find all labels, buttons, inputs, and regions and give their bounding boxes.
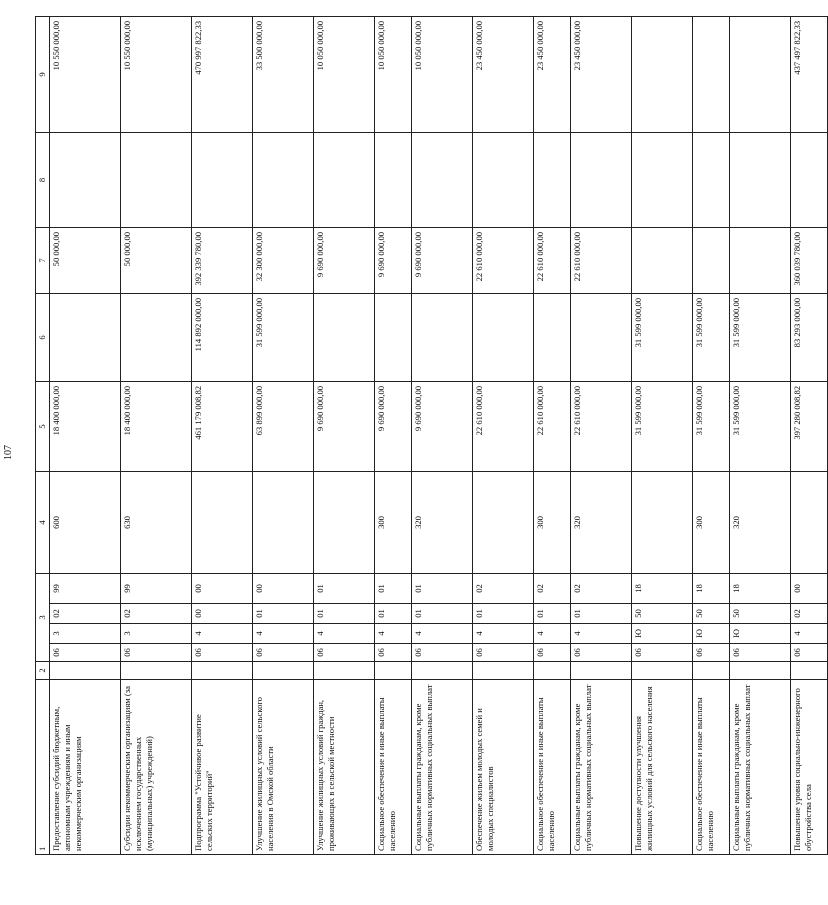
code-cell: 02: [571, 573, 632, 603]
value-cell: [632, 132, 693, 227]
value-cell: 9 690 000,00: [375, 381, 412, 471]
value-cell: 32 300 000,00: [253, 227, 314, 293]
empty-cell: [121, 662, 192, 680]
value-cell: [121, 293, 192, 381]
type-cell: 300: [534, 471, 571, 573]
value-cell: [375, 132, 412, 227]
table-row: [50, 16, 121, 854]
empty-cell: [375, 662, 412, 680]
code-cell: 01: [473, 604, 534, 624]
value-cell: [473, 132, 534, 227]
value-cell: 31 599 000,00: [693, 293, 730, 381]
code-cell: 06: [571, 644, 632, 662]
row-name: Предоставление субсидий бюджетным, автономным учреждениям и иным некоммерческим организациям: [50, 680, 121, 855]
value-cell: [473, 293, 534, 381]
value-cell: [314, 132, 375, 227]
value-cell: [730, 227, 791, 293]
value-cell: 10 550 000,00: [50, 16, 121, 132]
value-cell: 31 599 000,00: [730, 381, 791, 471]
header-cell: 6: [36, 293, 50, 381]
value-cell: [571, 132, 632, 227]
empty-cell: [730, 662, 791, 680]
code-cell: 4: [192, 624, 253, 644]
value-cell: 33 500 000,00: [253, 16, 314, 132]
header-cell: 8: [36, 132, 50, 227]
table-row: [693, 16, 730, 854]
code-cell: 01: [412, 573, 473, 603]
header-cell: 3: [36, 573, 50, 661]
code-cell: 4: [534, 624, 571, 644]
row-name: Улучшение жилищных условий сельского населения в Омской области: [253, 680, 314, 855]
code-cell: 01: [314, 604, 375, 624]
value-cell: 22 610 000,00: [473, 227, 534, 293]
code-cell: 06: [632, 644, 693, 662]
row-name: Повышение доступности улучшения жилищных условий для сельского населения: [632, 680, 693, 855]
value-cell: 31 599 000,00: [253, 293, 314, 381]
type-cell: 300: [693, 471, 730, 573]
table-row: [791, 16, 828, 854]
value-cell: 10 050 000,00: [412, 16, 473, 132]
row-name: Субсидии некоммерческим организациям (за исключением государственных (муниципальных) учреждений): [121, 680, 192, 855]
empty-cell: [791, 662, 828, 680]
value-cell: 10 050 000,00: [314, 16, 375, 132]
code-cell: 02: [791, 604, 828, 624]
value-cell: 31 599 000,00: [632, 293, 693, 381]
value-cell: 461 179 008,82: [192, 381, 253, 471]
code-cell: 3: [121, 624, 192, 644]
code-cell: 00: [791, 573, 828, 603]
value-cell: 9 690 000,00: [412, 381, 473, 471]
stamp-mark: [70, 876, 82, 902]
header-row: [36, 16, 50, 854]
code-cell: 00: [253, 573, 314, 603]
value-cell: [693, 16, 730, 132]
code-cell: 18: [730, 573, 791, 603]
value-cell: 22 610 000,00: [534, 381, 571, 471]
code-cell: 50: [730, 604, 791, 624]
value-cell: 50 000,00: [50, 227, 121, 293]
type-cell: 300: [375, 471, 412, 573]
value-cell: 9 690 000,00: [314, 227, 375, 293]
type-cell: [632, 471, 693, 573]
value-cell: 31 599 000,00: [730, 293, 791, 381]
value-cell: 23 450 000,00: [534, 16, 571, 132]
type-cell: 630: [121, 471, 192, 573]
value-cell: 397 280 008,82: [791, 381, 828, 471]
code-cell: 00: [192, 573, 253, 603]
code-cell: 06: [253, 644, 314, 662]
value-cell: [412, 132, 473, 227]
type-cell: 320: [571, 471, 632, 573]
code-cell: 06: [534, 644, 571, 662]
header-cell: 7: [36, 227, 50, 293]
code-cell: 06: [121, 644, 192, 662]
value-cell: 31 599 000,00: [632, 381, 693, 471]
code-cell: 4: [314, 624, 375, 644]
code-cell: 01: [375, 604, 412, 624]
table-row: [632, 16, 693, 854]
value-cell: [693, 227, 730, 293]
value-cell: [730, 16, 791, 132]
table-row: [253, 16, 314, 854]
code-cell: 99: [50, 573, 121, 603]
code-cell: 01: [253, 604, 314, 624]
page-number: 107: [3, 445, 14, 460]
table-row: [571, 16, 632, 854]
empty-cell: [693, 662, 730, 680]
value-cell: [571, 293, 632, 381]
code-cell: 06: [791, 644, 828, 662]
row-name: Повышение уровня социально-инженерного обустройства села: [791, 680, 828, 855]
header-cell: 2: [36, 662, 50, 680]
value-cell: 18 400 000,00: [121, 381, 192, 471]
code-cell: 50: [632, 604, 693, 624]
value-cell: [693, 132, 730, 227]
code-cell: 01: [314, 573, 375, 603]
row-name: Обеспечение жильем молодых семей и молодых специалистов: [473, 680, 534, 855]
empty-cell: [412, 662, 473, 680]
row-name: Социальные выплаты гражданам, кроме публичных нормативных социальных выплат: [412, 680, 473, 855]
value-cell: [730, 132, 791, 227]
code-cell: 4: [375, 624, 412, 644]
empty-cell: [571, 662, 632, 680]
empty-cell: [314, 662, 375, 680]
code-cell: 06: [50, 644, 121, 662]
empty-cell: [473, 662, 534, 680]
value-cell: [412, 293, 473, 381]
row-name: Социальное обеспечение и иные выплаты населению: [693, 680, 730, 855]
code-cell: 01: [412, 604, 473, 624]
value-cell: 10 050 000,00: [375, 16, 412, 132]
code-cell: 4: [412, 624, 473, 644]
code-cell: Ю: [730, 624, 791, 644]
code-cell: Ю: [632, 624, 693, 644]
value-cell: 83 293 000,00: [791, 293, 828, 381]
header-cell: 4: [36, 471, 50, 573]
header-cell: 1: [36, 680, 50, 855]
empty-cell: [253, 662, 314, 680]
value-cell: [253, 132, 314, 227]
value-cell: 23 450 000,00: [571, 16, 632, 132]
value-cell: [632, 16, 693, 132]
value-cell: 9 690 000,00: [412, 227, 473, 293]
value-cell: [192, 132, 253, 227]
value-cell: [791, 132, 828, 227]
table-row: [121, 16, 192, 854]
code-cell: 4: [571, 624, 632, 644]
value-cell: 392 339 780,00: [192, 227, 253, 293]
code-cell: 06: [473, 644, 534, 662]
value-cell: [121, 132, 192, 227]
table-row: [473, 16, 534, 854]
table-row: [534, 16, 571, 854]
code-cell: 06: [314, 644, 375, 662]
code-cell: 01: [375, 573, 412, 603]
code-cell: 06: [412, 644, 473, 662]
code-cell: 4: [791, 624, 828, 644]
header-cell: 5: [36, 381, 50, 471]
empty-cell: [632, 662, 693, 680]
row-name: Социальное обеспечение и иные выплаты населению: [534, 680, 571, 855]
code-cell: 06: [693, 644, 730, 662]
row-name: Социальные выплаты гражданам, кроме публичных нормативных социальных выплат: [730, 680, 791, 855]
code-cell: 00: [192, 604, 253, 624]
value-cell: 470 997 822,33: [192, 16, 253, 132]
code-cell: 06: [192, 644, 253, 662]
code-cell: 18: [693, 573, 730, 603]
code-cell: 06: [730, 644, 791, 662]
row-name: Улучшение жилищных условий граждан, проживающих в сельской местности: [314, 680, 375, 855]
code-cell: 02: [534, 573, 571, 603]
code-cell: Ю: [693, 624, 730, 644]
table-row: [314, 16, 375, 854]
value-cell: [534, 293, 571, 381]
code-cell: 3: [50, 624, 121, 644]
value-cell: 9 690 000,00: [314, 381, 375, 471]
code-cell: 01: [534, 604, 571, 624]
row-name: Социальное обеспечение и иные выплаты населению: [375, 680, 412, 855]
code-cell: 02: [473, 573, 534, 603]
code-cell: 06: [375, 644, 412, 662]
type-cell: 320: [412, 471, 473, 573]
code-cell: 50: [693, 604, 730, 624]
type-cell: [473, 471, 534, 573]
table-row: [375, 16, 412, 854]
empty-cell: [50, 662, 121, 680]
value-cell: 22 610 000,00: [473, 381, 534, 471]
row-name: Социальные выплаты гражданам, кроме публичных нормативных социальных выплат: [571, 680, 632, 855]
type-cell: 320: [730, 471, 791, 573]
table-row: [730, 16, 791, 854]
value-cell: 360 039 780,00: [791, 227, 828, 293]
value-cell: 23 450 000,00: [473, 16, 534, 132]
value-cell: [314, 293, 375, 381]
value-cell: 63 899 000,00: [253, 381, 314, 471]
row-name: Подпрограмма "Устойчивое развитие сельских территорий": [192, 680, 253, 855]
value-cell: 10 550 000,00: [121, 16, 192, 132]
type-cell: 600: [50, 471, 121, 573]
value-cell: [534, 132, 571, 227]
value-cell: 18 400 000,00: [50, 381, 121, 471]
value-cell: [375, 293, 412, 381]
type-cell: [192, 471, 253, 573]
value-cell: 31 599 000,00: [693, 381, 730, 471]
value-cell: 114 892 000,00: [192, 293, 253, 381]
type-cell: [314, 471, 375, 573]
code-cell: 99: [121, 573, 192, 603]
table-row: [412, 16, 473, 854]
code-cell: 4: [473, 624, 534, 644]
value-cell: [50, 132, 121, 227]
code-cell: 4: [253, 624, 314, 644]
value-cell: 437 497 822,33: [791, 16, 828, 132]
value-cell: 22 610 000,00: [571, 381, 632, 471]
budget-table: [35, 16, 828, 855]
code-cell: 02: [50, 604, 121, 624]
code-cell: 02: [121, 604, 192, 624]
empty-cell: [192, 662, 253, 680]
value-cell: 50 000,00: [121, 227, 192, 293]
value-cell: [632, 227, 693, 293]
code-cell: 01: [571, 604, 632, 624]
type-cell: [253, 471, 314, 573]
table-row: [192, 16, 253, 854]
value-cell: 9 690 000,00: [375, 227, 412, 293]
header-cell: 9: [36, 16, 50, 132]
value-cell: 22 610 000,00: [534, 227, 571, 293]
value-cell: 22 610 000,00: [571, 227, 632, 293]
type-cell: [791, 471, 828, 573]
value-cell: [50, 293, 121, 381]
empty-cell: [534, 662, 571, 680]
code-cell: 18: [632, 573, 693, 603]
